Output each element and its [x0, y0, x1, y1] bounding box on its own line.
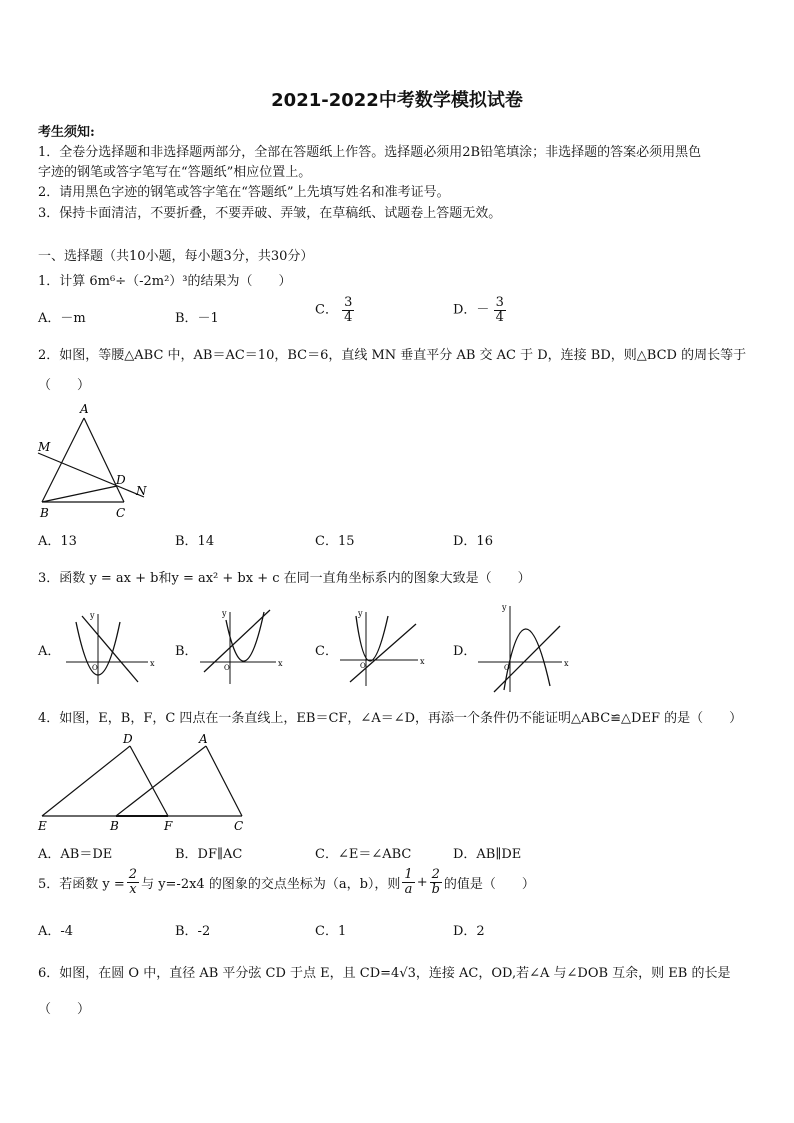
- q6-stem-bracket: （ ）: [38, 1002, 91, 1017]
- q5-option-c: C．1: [315, 924, 347, 939]
- q3-graph-a: [62, 608, 157, 688]
- q5-frac2-denominator: a: [404, 881, 413, 897]
- q4-option-d: D．AB∥DE: [453, 847, 522, 862]
- q3-c-origin: O: [360, 662, 366, 670]
- q1-d-denominator: 4: [495, 309, 504, 325]
- q4-label-a: A: [199, 732, 208, 746]
- q2-option-a: A．13: [38, 534, 77, 549]
- section-heading: 一、选择题（共10小题，每小题3分，共30分）: [38, 249, 314, 264]
- notice-item-1-cont: 字迹的钢笔或答字笔写在“答题纸”相应位置上。: [38, 165, 312, 180]
- q3-b-origin: O: [224, 664, 230, 672]
- q3-a-x-label: x: [150, 659, 155, 668]
- q5-option-a: A．-4: [38, 924, 74, 939]
- q1-option-c-label: C．: [315, 302, 338, 318]
- q1-option-d-label: D．－: [453, 302, 490, 318]
- q3-b-y-label: y: [222, 609, 227, 618]
- q3-option-d: D．: [453, 644, 477, 659]
- q4-triangles-figure: [34, 730, 248, 836]
- page-title: 2021-2022中考数学模拟试卷: [271, 90, 523, 111]
- q4-option-b: B．DF∥AC: [175, 847, 243, 862]
- q5-frac1-numerator: 2: [128, 867, 138, 882]
- q3-d-x-label: x: [564, 659, 569, 668]
- q3-a-origin: O: [92, 664, 98, 672]
- notice-item-1: 1．全卷分选择题和非选择题两部分，全部在答题纸上作答。选择题必须用2B铅笔填涂；非选择题的答案必须用黑色: [38, 145, 702, 160]
- q4-option-c: C．∠E＝∠ABC: [315, 847, 412, 862]
- q5-stem-part-c: 的值是（ ）: [443, 876, 535, 892]
- q2-label-m: M: [38, 440, 51, 454]
- q3-c-x-label: x: [420, 657, 425, 666]
- q5-frac3-denominator: b: [431, 881, 440, 897]
- q3-b-x-label: x: [278, 659, 283, 668]
- q2-label-n: N: [136, 484, 147, 498]
- q5-plus-sign: +: [416, 874, 428, 890]
- q5-frac2-numerator: 1: [404, 867, 413, 882]
- q2-label-c: C: [116, 506, 126, 520]
- q1-option-d: [453, 296, 506, 324]
- q4-label-d: D: [123, 732, 133, 746]
- q1-d-numerator: 3: [495, 295, 504, 310]
- q5-option-b: B．-2: [175, 924, 211, 939]
- q1-c-denominator: 4: [344, 309, 353, 325]
- q2-label-b: B: [40, 506, 49, 520]
- q5-frac3-numerator: 2: [431, 867, 440, 882]
- q1-option-c-fraction: [342, 296, 354, 324]
- q2-option-c: C．15: [315, 534, 355, 549]
- q3-a-y-label: y: [90, 611, 95, 620]
- notice-item-2: 2．请用黑色字迹的钢笔或答字笔在“答题纸”上先填写姓名和准考证号。: [38, 185, 450, 200]
- q5-stem: [38, 868, 535, 896]
- q3-option-a: A．: [38, 644, 61, 659]
- q2-stem-bracket: （ ）: [38, 378, 91, 393]
- notice-heading: 考生须知:: [38, 125, 95, 140]
- q1-stem: 1．计算 6m⁶÷（-2m²）³的结果为（ ）: [38, 274, 292, 289]
- q4-label-c: C: [234, 819, 244, 833]
- q1-option-d-fraction: [494, 296, 506, 324]
- q4-stem: 4．如图，E，B，F，C 四点在一条直线上，EB＝CF，∠A＝∠D，再添一个条件仍不能证明△ABC≌△DEF 的是（ ）: [38, 711, 743, 726]
- q3-d-origin: O: [504, 664, 510, 672]
- q4-label-e: E: [38, 819, 47, 833]
- q2-label-d: D: [116, 473, 126, 487]
- q3-graph-d: [474, 600, 574, 696]
- q1-option-b: B．－1: [175, 311, 219, 326]
- q4-label-b: B: [110, 819, 119, 833]
- q1-option-a: A．－m: [38, 311, 86, 326]
- q1-option-c: [315, 296, 354, 324]
- notice-item-3: 3．保持卡面清洁，不要折叠，不要弄破、弄皱，在草稿纸、试题卷上答题无效。: [38, 206, 502, 221]
- q3-graph-b: [196, 606, 286, 686]
- q3-c-y-label: y: [358, 609, 363, 618]
- q3-stem: 3．函数 y = ax + b和y = ax² + bx + c 在同一直角坐标系内的图象大致是（ ）: [38, 571, 531, 586]
- q5-stem-part-a: 5．若函数 y =: [38, 876, 125, 892]
- q6-stem: 6．如图，在圆 O 中，直径 AB 平分弦 CD 于点 E，且 CD=4√3，连接 AC，OD,若∠A 与∠DOB 互余，则 EB 的长是: [38, 966, 731, 981]
- q2-label-a: A: [80, 402, 89, 416]
- q2-option-b: B．14: [175, 534, 215, 549]
- q5-frac1-denominator: x: [129, 881, 137, 897]
- q5-fraction-2-over-b: [430, 868, 442, 896]
- q5-fraction-1-over-a: [402, 868, 414, 896]
- q5-option-d: D．2: [453, 924, 485, 939]
- q2-triangle-figure: [30, 398, 160, 522]
- q1-c-numerator: 3: [344, 295, 353, 310]
- q3-option-b: B．: [175, 644, 198, 659]
- q3-graph-c: [336, 606, 426, 688]
- q3-option-c: C．: [315, 644, 338, 659]
- q3-d-y-label: y: [502, 603, 507, 612]
- q4-label-f: F: [164, 819, 173, 833]
- q5-stem-part-b: 与 y=-2x4 的图象的交点坐标为（a，b），则: [141, 876, 401, 892]
- q4-option-a: A．AB＝DE: [38, 847, 113, 862]
- q2-stem: 2．如图，等腰△ABC 中，AB＝AC＝10，BC＝6，直线 MN 垂直平分 AB 交 AC 于 D，连接 BD，则△BCD 的周长等于: [38, 348, 747, 363]
- q5-fraction-2-over-x: [127, 868, 139, 896]
- q2-option-d: D．16: [453, 534, 493, 549]
